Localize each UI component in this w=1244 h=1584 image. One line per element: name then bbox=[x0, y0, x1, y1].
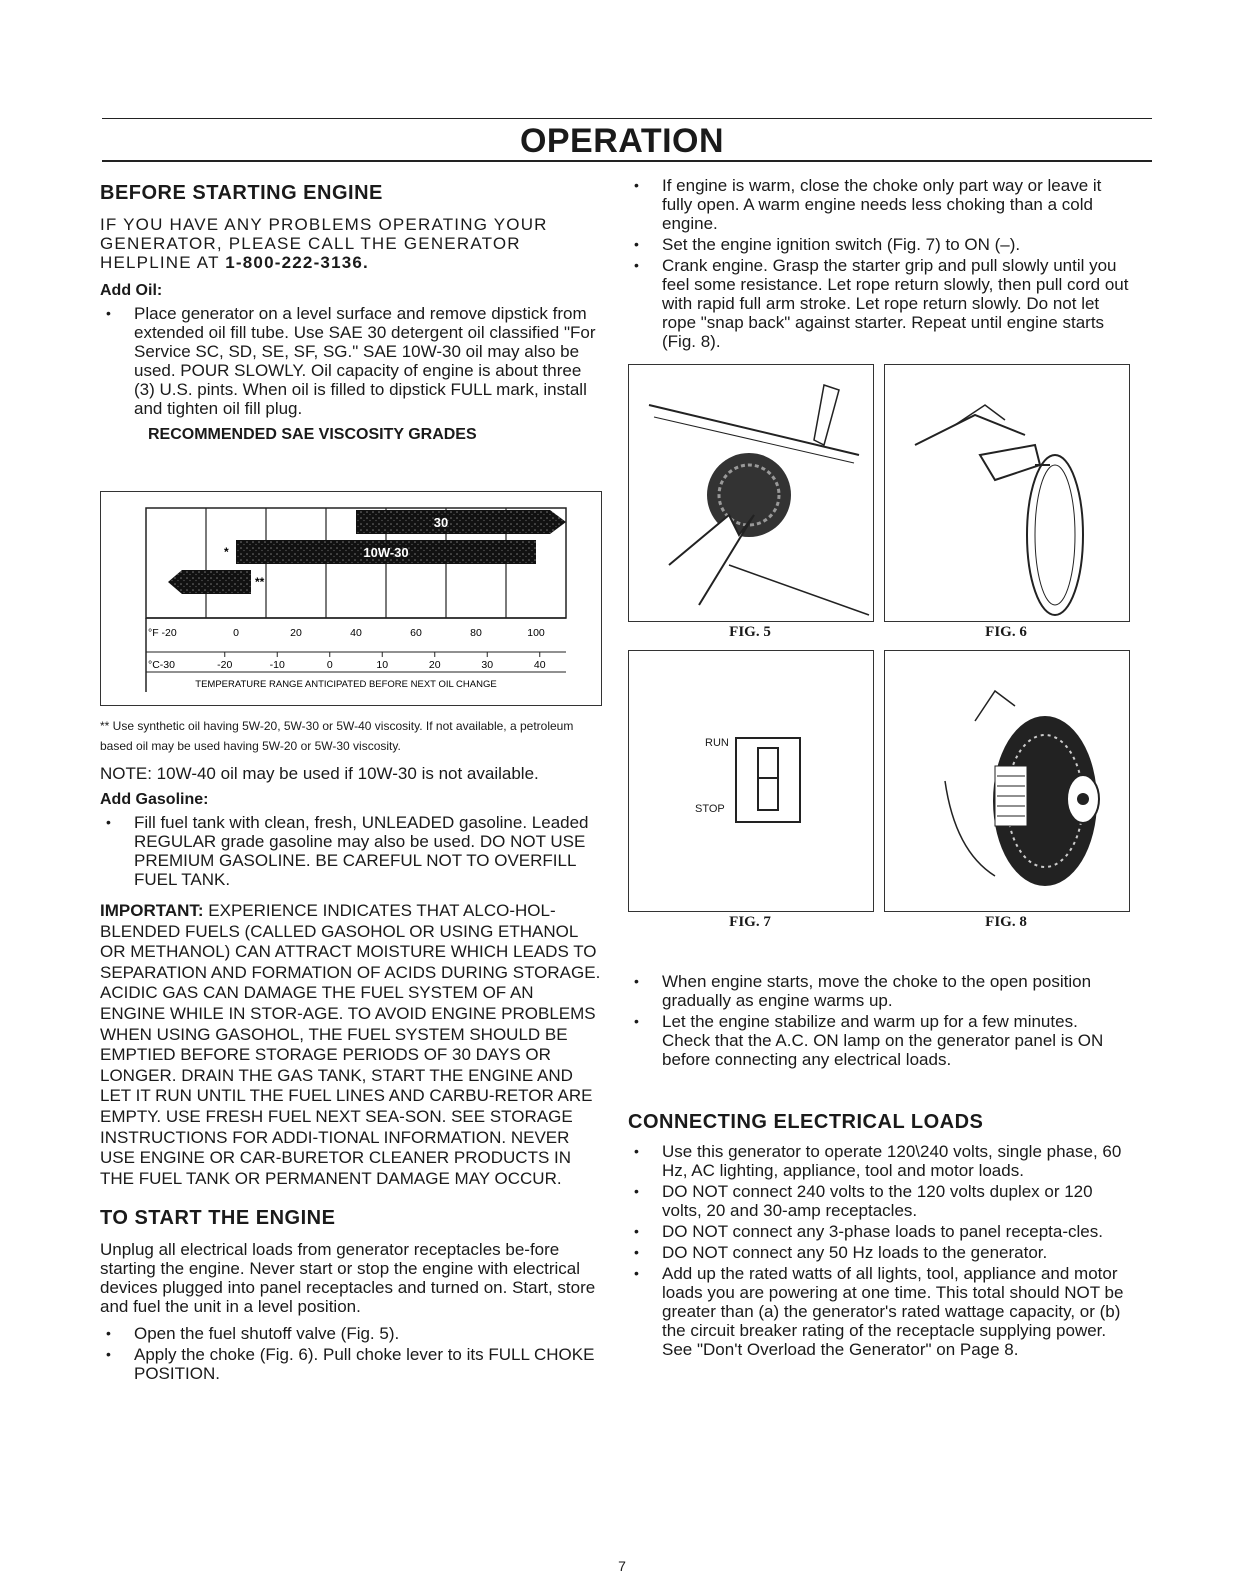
fig-5-frame bbox=[628, 364, 874, 622]
oil-note: NOTE: 10W-40 oil may be used if 10W-30 is not available. bbox=[100, 764, 539, 783]
title-rule bbox=[102, 160, 1152, 162]
chart-title: RECOMMENDED SAE VISCOSITY GRADES bbox=[148, 426, 477, 443]
warmup-list bbox=[628, 972, 1130, 1069]
right-column-top bbox=[628, 176, 1130, 353]
run-label: RUN bbox=[705, 737, 729, 749]
viscosity-chart bbox=[101, 492, 601, 705]
start-bullet: • Apply the choke (Fig. 6). Pull choke lever to its FULL CHOKE POSITION. bbox=[100, 1345, 602, 1383]
crank-list bbox=[628, 176, 1130, 351]
warm-engine-bullet: • If engine is warm, close the choke only part way or leave it fully open. A warm engine needs less choking than a cold engine. bbox=[628, 176, 1130, 233]
chart-tick-c: -10 bbox=[269, 659, 285, 671]
switch-rocker bbox=[757, 747, 779, 811]
fig-5-caption: FIG. 5 bbox=[729, 624, 771, 640]
fig-8-caption: FIG. 8 bbox=[985, 914, 1027, 930]
heading-connecting-loads: CONNECTING ELECTRICAL LOADS bbox=[628, 1111, 984, 1133]
chart-tick-f: °F -20 bbox=[148, 627, 177, 639]
fig-8-frame bbox=[884, 650, 1130, 912]
page-title: OPERATION bbox=[519, 122, 725, 160]
gas-list bbox=[100, 813, 602, 889]
choke-open-bullet: • When engine starts, move the choke to the open position gradually as engine warms up. bbox=[628, 972, 1130, 1010]
connect-bullet: • DO NOT connect 240 volts to the 120 volts duplex or 120 volts, 20 and 30-amp receptacles. bbox=[628, 1182, 1130, 1220]
important-text: EXPERIENCE INDICATES THAT ALCO-HOL-BLENDED FUELS (CALLED GASOHOL OR USING ETHANOL OR METHANOL) CAN ATTRACT MOISTURE WHICH LEADS TO SEPARATION AND FORMATION OF ACIDS DURING STORAGE. ACIDIC GAS CAN DAMAGE THE FUEL SYSTEM OF AN ENGINE WHILE IN STOR-AGE. TO AVOID ENGINE PROBLEMS WHEN USING GASOHOL, THE FUEL SYSTEM SHOULD BE EMPTIED BEFORE STORAGE PERIODS OF 30 DAYS OR LONGER. DRAIN THE GAS TANK, START THE ENGINE AND LET IT RUN UNTIL THE FUEL LINES AND CARBU-RETOR ARE EMPTY. USE FRESH FUEL NEXT SEA-SON. SEE STORAGE INSTRUCTIONS FOR ADDI-TIONAL INFORMATION. NEVER USE ENGINE OR CAR-BURETOR CLEANER PRODUCTS IN THE FUEL TANK OR PERMANENT DAMAGE MAY OCCUR. bbox=[100, 901, 601, 1188]
chart-tick-c: 40 bbox=[533, 659, 546, 671]
chart-tick-c: 30 bbox=[481, 659, 494, 671]
chart-tick-f: 100 bbox=[527, 627, 545, 639]
oil-footnote: ** Use synthetic oil having 5W-20, 5W-30 or 5W-40 viscosity. If not available, a petroleum based oil may be used having 5W-20 or 5W-30 viscosity. bbox=[100, 719, 574, 753]
left-column-lower bbox=[100, 716, 602, 1385]
chart-tick-f: 80 bbox=[470, 627, 482, 639]
fig-6-caption: FIG. 6 bbox=[985, 624, 1027, 640]
chart-tick-c: 10 bbox=[376, 659, 389, 671]
start-list bbox=[100, 1324, 602, 1383]
chart-xlabel: TEMPERATURE RANGE ANTICIPATED BEFORE NEXT OIL CHANGE bbox=[195, 679, 497, 690]
connect-list bbox=[628, 1142, 1130, 1359]
chart-tick-f: 20 bbox=[290, 627, 302, 639]
add-gasoline-heading: Add Gasoline: bbox=[100, 791, 209, 808]
connect-bullet: • DO NOT connect any 3-phase loads to panel recepta-cles. bbox=[628, 1222, 1130, 1241]
helpline-paragraph bbox=[100, 215, 602, 272]
recoil-starter-illustration bbox=[885, 651, 1129, 911]
choke-lever-illustration bbox=[885, 365, 1129, 621]
chart-tick-f: 40 bbox=[350, 627, 362, 639]
chart-tick-c: -20 bbox=[217, 659, 233, 671]
important-paragraph bbox=[100, 901, 602, 1189]
left-column bbox=[100, 182, 602, 444]
helpline-number: 1-800-222-3136. bbox=[225, 253, 369, 272]
chart-tick-f: 60 bbox=[410, 627, 422, 639]
top-rule bbox=[102, 118, 1152, 119]
chart-bar-label: 10W-30 bbox=[363, 545, 409, 560]
fig-7-frame bbox=[628, 650, 874, 912]
crank-bullet: • Crank engine. Grasp the starter grip and pull slowly until you feel some resistance. Let rope return slowly, then pull cord out with rapid full arm stroke. Let rope return slowly. Do not let rope "snap back" against starter. Repeat until engine starts (Fig. 8). bbox=[628, 256, 1130, 351]
page-number: 7 bbox=[618, 1558, 626, 1574]
right-column-lower bbox=[628, 972, 1130, 1361]
chart-tick-c: °C-30 bbox=[148, 659, 175, 671]
viscosity-chart-frame bbox=[100, 491, 602, 706]
chart-bar-low-temp bbox=[168, 570, 251, 594]
gas-bullet: • Fill fuel tank with clean, fresh, UNLEADED gasoline. Leaded REGULAR grade gasoline may also be used. DO NOT USE PREMIUM GASOLINE. BE CAREFUL NOT TO OVERFILL FUEL TANK. bbox=[100, 813, 602, 889]
ignition-switch[interactable] bbox=[735, 737, 801, 823]
heading-to-start: TO START THE ENGINE bbox=[100, 1207, 336, 1230]
fig-6-frame bbox=[884, 364, 1130, 622]
oil-bullet: • Place generator on a level surface and remove dipstick from extended oil fill tube. Use SAE 30 detergent oil classified "For Service SC, SD, SE, SF, SG." SAE 10W-30 oil may also be used. POUR SLOWLY. Oil capacity of engine is about three (3) U.S. pints. When oil is filled to dipstick FULL mark, install and tighten oil fill plug. bbox=[100, 304, 602, 418]
important-label: IMPORTANT: bbox=[100, 901, 204, 920]
chart-bar-label: 30 bbox=[433, 515, 449, 530]
chart-tick-c: 0 bbox=[326, 659, 333, 671]
add-oil-heading: Add Oil: bbox=[100, 282, 163, 299]
chart-tick-c: 20 bbox=[428, 659, 441, 671]
stop-label: STOP bbox=[695, 803, 725, 815]
stabilize-bullet: • Let the engine stabilize and warm up for a few minutes. Check that the A.C. ON lamp on the generator panel is ON before connecting any electrical loads. bbox=[628, 1012, 1130, 1069]
fig-7-caption: FIG. 7 bbox=[729, 914, 771, 930]
chart-marker: ** bbox=[255, 575, 265, 589]
connect-bullet: • DO NOT connect any 50 Hz loads to the generator. bbox=[628, 1243, 1130, 1262]
connect-bullet: • Use this generator to operate 120\240 volts, single phase, 60 Hz, AC lighting, appliance, tool and motor loads. bbox=[628, 1142, 1130, 1180]
connect-bullet: • Add up the rated watts of all lights, tool, appliance and motor loads you are powering at one time. This total should NOT be greater than (a) the generator's rated wattage capacity, or (b) the circuit breaker rating of the receptacle supplying power. See "Don't Overload the Generator" on Page 8. bbox=[628, 1264, 1130, 1359]
start-bullet: • Open the fuel shutoff valve (Fig. 5). bbox=[100, 1324, 602, 1343]
fuel-valve-illustration bbox=[629, 365, 873, 621]
heading-before-starting: BEFORE STARTING ENGINE bbox=[100, 182, 383, 204]
chart-marker: * bbox=[224, 545, 229, 559]
ignition-bullet: • Set the engine ignition switch (Fig. 7) to ON (–). bbox=[628, 235, 1130, 254]
chart-bar-30 bbox=[356, 510, 566, 534]
helpline-text: IF YOU HAVE ANY PROBLEMS OPERATING YOUR GENERATOR, PLEASE CALL THE GENERATOR HELPLINE AT bbox=[100, 215, 548, 272]
chart-tick-f: 0 bbox=[233, 627, 239, 639]
oil-list bbox=[100, 304, 602, 418]
start-paragraph: Unplug all electrical loads from generator receptacles be-fore starting the engine. Never start or stop the engine with electrical devices plugged into panel receptacles and turned on. Start, store and fuel the unit in a level position. bbox=[100, 1240, 596, 1317]
